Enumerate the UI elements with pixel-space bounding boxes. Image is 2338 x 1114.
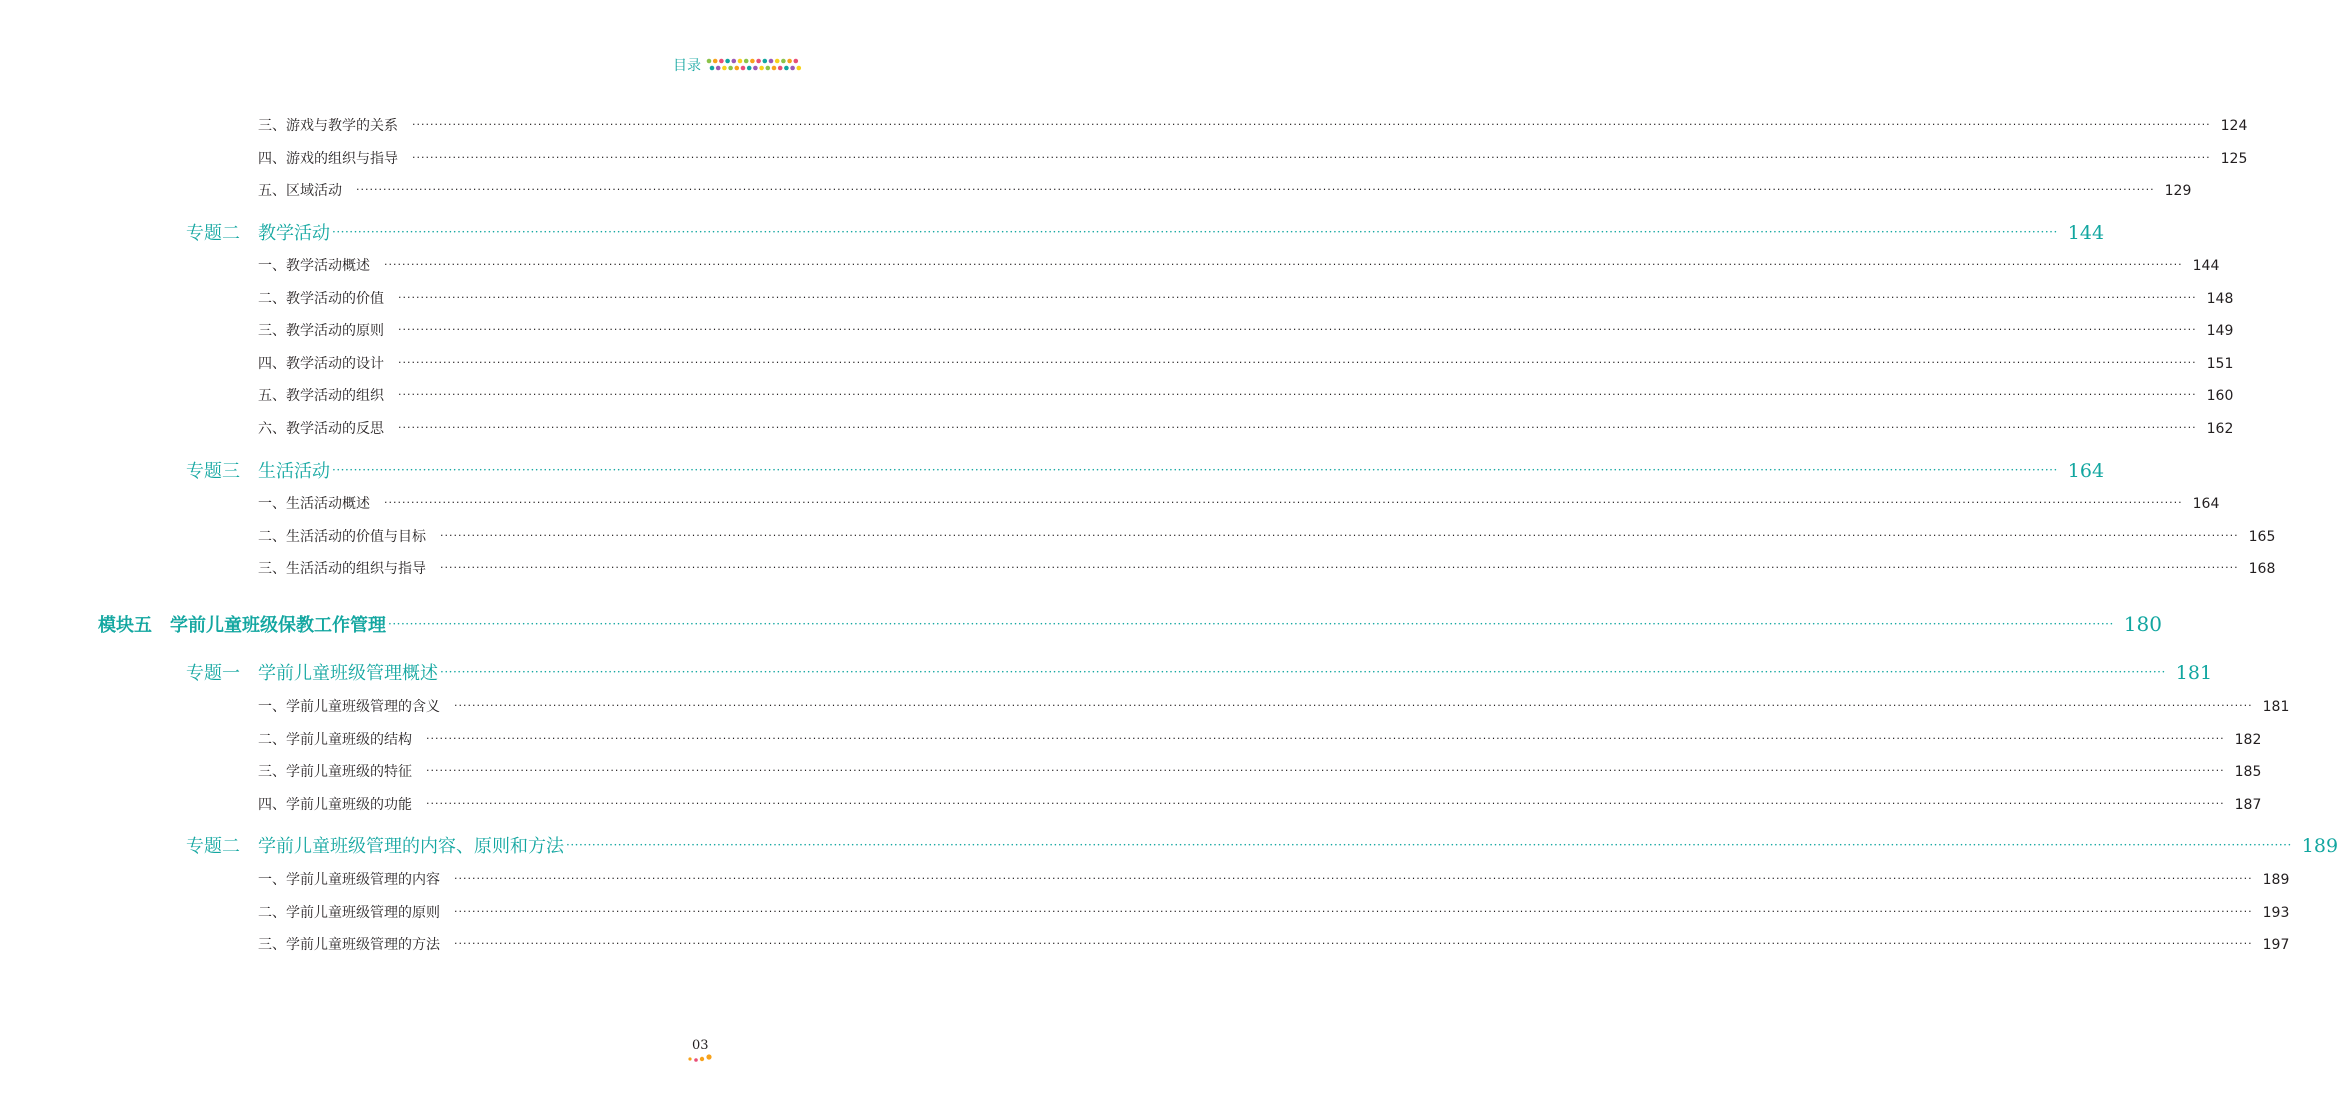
dot-leader: ················································································································································································································································································································································································································	[426, 764, 2225, 777]
toc-item-row[interactable]	[258, 696, 2290, 720]
toc-item-row[interactable]	[258, 934, 2290, 958]
toc-item-label: 三、学前儿童班级的特征	[258, 764, 412, 780]
decorative-dot	[706, 1054, 711, 1059]
toc-item-row[interactable]	[258, 761, 2262, 785]
toc-topic-row[interactable]	[186, 219, 2105, 247]
decorative-dot	[790, 66, 795, 71]
toc-item-row[interactable]	[258, 526, 2276, 550]
dot-leader: ················································································································································································································································································································································································································	[384, 496, 2183, 509]
toc-item-row[interactable]	[258, 353, 2234, 377]
decorative-dot	[713, 59, 718, 64]
toc-item-row[interactable]	[258, 148, 2248, 172]
toc-page-number: 185	[2234, 764, 2262, 780]
decorative-dot	[763, 59, 768, 64]
decorative-dot	[732, 59, 737, 64]
dot-leader: ················································································································································································································································································································································································································	[440, 561, 2239, 574]
dot-leader: ················································································································································································································································································································································································································	[426, 732, 2225, 745]
dot-leader: ················································································································································································································································································································································································································	[398, 388, 2197, 401]
decorative-dot	[794, 59, 799, 64]
toc-item-row[interactable]	[258, 255, 2220, 279]
toc-item-label: 一、学前儿童班级管理的含义	[258, 699, 440, 715]
toc-item-label: 二、学前儿童班级管理的原则	[258, 905, 440, 921]
decorative-dot	[778, 66, 783, 71]
toc-item-label: 五、区域活动	[258, 183, 342, 199]
decorative-dot	[738, 59, 743, 64]
decorative-dot	[694, 1058, 698, 1062]
toc-item-row[interactable]	[258, 288, 2234, 312]
toc-item-row[interactable]	[258, 729, 2262, 753]
toc-item-row[interactable]	[258, 558, 2276, 582]
dot-leader: ················································································································································································································································································································································································································	[332, 463, 2058, 477]
toc-topic-label: 专题三 生活活动	[186, 461, 330, 482]
decorative-dot	[759, 66, 764, 71]
toc-page-number: 144	[2067, 222, 2105, 244]
dot-leader: ················································································································································································································································································································································································································	[398, 421, 2197, 434]
toc-item-row[interactable]	[258, 320, 2234, 344]
toc-item-row[interactable]	[258, 869, 2290, 893]
toc-module-row[interactable]	[98, 611, 2162, 641]
header-title: 目录	[673, 58, 701, 74]
decorative-dot	[787, 59, 792, 64]
toc-page-number: 180	[2123, 612, 2162, 636]
toc-page-number: 182	[2234, 732, 2262, 748]
toc-item-label: 二、教学活动的价值	[258, 291, 384, 307]
toc-topic-label: 专题二 学前儿童班级管理的内容、原则和方法	[186, 836, 564, 857]
page-number-dots	[686, 1053, 716, 1065]
toc-page-number: 160	[2206, 388, 2234, 404]
toc-item-label: 四、学前儿童班级的功能	[258, 797, 412, 813]
toc-page-number: 187	[2234, 797, 2262, 813]
toc-item-label: 三、教学活动的原则	[258, 323, 384, 339]
decorative-dot	[728, 66, 733, 71]
toc-item-label: 三、游戏与教学的关系	[258, 118, 398, 134]
decorative-dot	[784, 66, 789, 71]
dot-leader: ················································································································································································································································································································································································································	[454, 937, 2253, 950]
dot-leader: ················································································································································································································································································································································································································	[356, 183, 2155, 196]
dot-leader: ················································································································································································································································································································································································································	[566, 838, 2292, 852]
toc-page-number: 148	[2206, 291, 2234, 307]
toc-page-number: 164	[2067, 460, 2105, 482]
toc-item-label: 三、学前儿童班级管理的方法	[258, 937, 440, 953]
decorative-dot	[756, 59, 761, 64]
toc-page-number: 181	[2262, 699, 2290, 715]
dot-leader: ················································································································································································································································································································································································································	[440, 665, 2166, 679]
toc-page-number: 197	[2262, 937, 2290, 953]
toc-page-number: 162	[2206, 421, 2234, 437]
decorative-dot-band	[706, 57, 800, 73]
decorative-dot	[747, 66, 752, 71]
toc-item-row[interactable]	[258, 385, 2234, 409]
decorative-dot	[750, 59, 755, 64]
decorative-dot	[722, 66, 727, 71]
toc-item-label: 二、生活活动的价值与目标	[258, 529, 426, 545]
decorative-dot	[772, 66, 777, 71]
dot-leader: ················································································································································································································································································································································································································	[398, 291, 2197, 304]
toc-item-row[interactable]	[258, 902, 2290, 926]
toc-topic-label: 专题二 教学活动	[186, 223, 330, 244]
dot-leader: ················································································································································································································································································································································································································	[426, 797, 2225, 810]
toc-item-row[interactable]	[258, 794, 2262, 818]
toc-item-row[interactable]	[258, 115, 2248, 139]
toc-page-number: 151	[2206, 356, 2234, 372]
toc-page-number: 149	[2206, 323, 2234, 339]
toc-page-number: 168	[2248, 561, 2276, 577]
decorative-dot	[781, 59, 786, 64]
decorative-dot	[769, 59, 774, 64]
toc-item-label: 四、游戏的组织与指导	[258, 151, 398, 167]
decorative-dot	[735, 66, 740, 71]
toc-item-label: 一、生活活动概述	[258, 496, 370, 512]
toc-page-number: 124	[2220, 118, 2248, 134]
toc-item-label: 一、教学活动概述	[258, 258, 370, 274]
toc-page-number: 189	[2262, 872, 2290, 888]
toc-page-number: 181	[2175, 662, 2213, 684]
decorative-dot	[744, 59, 749, 64]
toc-topic-row[interactable]	[186, 659, 2213, 687]
dot-leader: ················································································································································································································································································································································································································	[440, 529, 2239, 542]
toc-topic-label: 专题一 学前儿童班级管理概述	[186, 663, 438, 684]
toc-page-number: 189	[2301, 835, 2338, 857]
toc-item-label: 六、教学活动的反思	[258, 421, 384, 437]
decorative-dot	[725, 59, 730, 64]
dot-leader: ················································································································································································································································································································································································································	[332, 225, 2058, 239]
decorative-dot	[688, 1057, 691, 1060]
toc-page-number: 129	[2164, 183, 2192, 199]
dot-leader: ················································································································································································································································································································································································································	[454, 872, 2253, 885]
toc-topic-row[interactable]	[186, 832, 2338, 860]
decorative-dot	[741, 66, 746, 71]
toc-page-number: 144	[2192, 258, 2220, 274]
dot-leader: ················································································································································································································································································································································································································	[398, 323, 2197, 336]
toc-item-row[interactable]	[258, 493, 2220, 517]
toc-item-label: 五、教学活动的组织	[258, 388, 384, 404]
decorative-dot	[775, 59, 780, 64]
toc-item-row[interactable]	[258, 418, 2234, 442]
decorative-dot	[766, 66, 771, 71]
toc-topic-row[interactable]	[186, 457, 2105, 485]
dot-leader: ················································································································································································································································································································································································································	[384, 258, 2183, 271]
dot-leader: ················································································································································································································································································································································································································	[454, 699, 2253, 712]
decorative-dot	[753, 66, 758, 71]
dot-leader: ················································································································································································································································································································································································································	[412, 151, 2211, 164]
decorative-dot	[719, 59, 724, 64]
toc-item-label: 三、生活活动的组织与指导	[258, 561, 426, 577]
toc-item-label: 二、学前儿童班级的结构	[258, 732, 412, 748]
toc-item-label: 四、教学活动的设计	[258, 356, 384, 372]
dot-leader: ················································································································································································································································································································································································································	[388, 617, 2114, 631]
toc-page-number: 125	[2220, 151, 2248, 167]
decorative-dot	[707, 59, 712, 64]
decorative-dot	[716, 66, 721, 71]
decorative-dot	[700, 1057, 704, 1061]
toc-item-row[interactable]	[258, 180, 2192, 204]
dot-leader: ················································································································································································································································································································································································································	[412, 118, 2211, 131]
dot-leader: ················································································································································································································································································································································································································	[398, 356, 2197, 369]
decorative-dot	[797, 66, 802, 71]
decorative-dot	[710, 66, 715, 71]
toc-page-number: 193	[2262, 905, 2290, 921]
toc-page-number: 165	[2248, 529, 2276, 545]
page-number: 03	[692, 1038, 709, 1053]
toc-module-label: 模块五 学前儿童班级保教工作管理	[98, 615, 386, 636]
toc-item-label: 一、学前儿童班级管理的内容	[258, 872, 440, 888]
dot-leader: ················································································································································································································································································································································································································	[454, 905, 2253, 918]
toc-page-number: 164	[2192, 496, 2220, 512]
